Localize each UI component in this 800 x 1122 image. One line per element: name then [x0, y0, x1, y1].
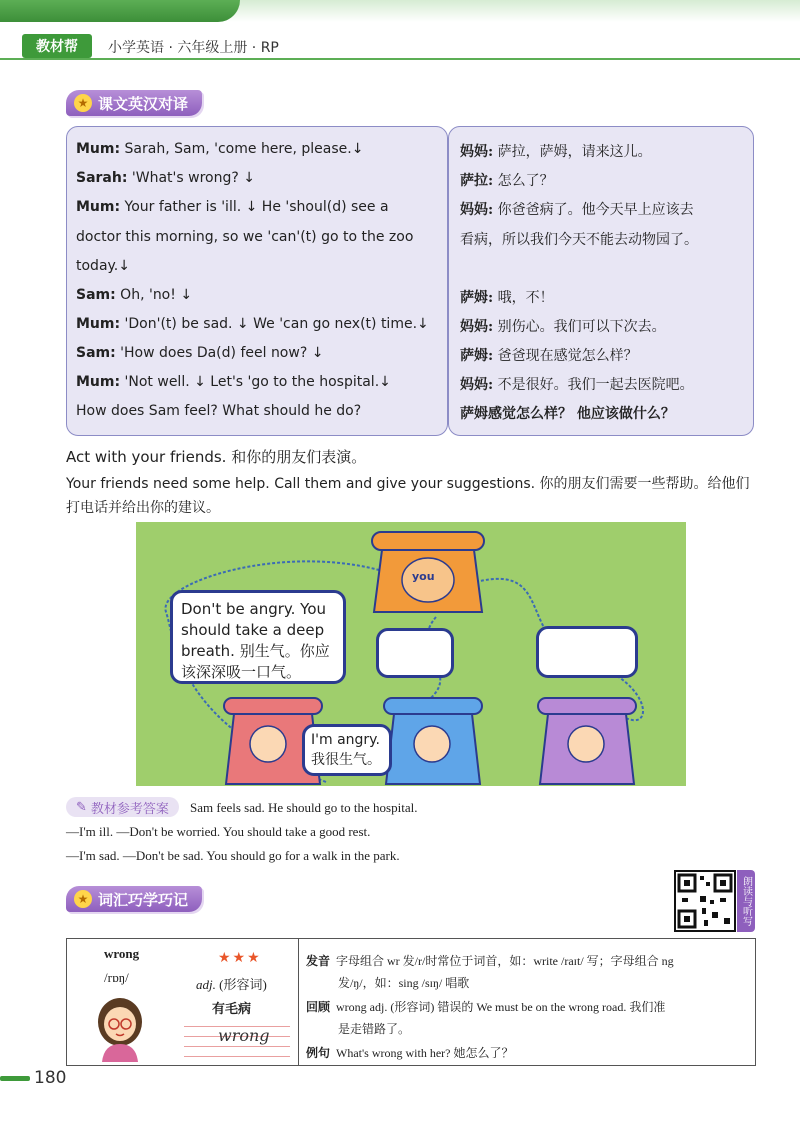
dialogue-line: Sam: 'How does Da(d) feel now? ↓ — [76, 345, 324, 361]
dialogue-line: doctor this morning, so we 'can'(t) go to the zoo — [76, 229, 414, 245]
dialogue-zh-line: 萨姆: 爸爸现在感觉怎么样？ — [460, 348, 638, 364]
angry-bubble-en: I'm angry. — [311, 732, 380, 748]
vocab-row: 发音 字母组合 wr 发/r/时常位于词首，如：write /raɪt/ 写；字母组合 ng — [306, 954, 674, 968]
section-title-text: 课文英汉对译 — [98, 94, 189, 113]
dialogue-zh-line: 妈妈: 你爸爸病了。他今天早上应该去 — [460, 202, 694, 218]
vocab-row: 例句 What's wrong with her? 她怎么了？ — [306, 1046, 514, 1060]
angry-bubble — [302, 724, 392, 776]
dialogue-line: Mum: 'Not well. ↓ Let's 'go to the hospital.↓ — [76, 374, 391, 390]
phone-icon — [384, 698, 482, 784]
section-title-vocab — [66, 886, 202, 912]
page-number-marker — [0, 1076, 30, 1081]
dialogue-zh-line: 萨姆: 哦，不！ — [460, 290, 554, 306]
vocab-divider — [298, 938, 299, 1066]
vocab-row: 发/ŋ/，如：sing /sɪŋ/ 唱歌 — [338, 976, 470, 990]
dialogue-zh-line: 看病，所以我们今天不能去动物园了。 — [460, 232, 698, 248]
dialogue-line: Mum: Your father is 'ill. ↓ He 'shoul(d) see a — [76, 199, 389, 215]
qr-code-icon — [676, 872, 734, 930]
phone-icon — [538, 698, 636, 784]
suggestion-instruction: Your friends need some help. Call them and give your suggestions. 你的朋友们需要一些帮助。给他们打电话并给出你的建议。 — [66, 476, 750, 516]
vocab-row: 回顾 wrong adj. (形容词) 错误的 We must be on the wrong road. 我们准 — [306, 1000, 666, 1014]
vocab-pos: adj. (形容词) — [196, 977, 267, 992]
answer-line: Sam feels sad. He should go to the hospital. — [190, 800, 418, 815]
header-tab — [0, 0, 240, 22]
you-label: you — [412, 570, 435, 583]
qr-code[interactable] — [674, 870, 736, 932]
activity-instruction: Act with your friends. 和你的朋友们表演。 — [66, 448, 367, 466]
empty-bubble — [376, 628, 454, 678]
section-title-text: 词汇巧学巧记 — [98, 890, 189, 909]
dialogue-zh-line: 妈妈: 萨拉，萨姆，请来这儿。 — [460, 144, 652, 160]
vocab-ipa: /rɒŋ/ — [104, 970, 129, 985]
dialogue-zh-line: 妈妈: 不是很好。我们一起去医院吧。 — [460, 377, 694, 393]
dialogue-line: Mum: 'Don'(t) be sad. ↓ We 'can go nex(t) time.↓ — [76, 316, 429, 332]
qr-side-label: 朗读与听写 — [737, 870, 755, 932]
dialogue-line: today.↓ — [76, 258, 130, 274]
phone-call-illustration — [136, 522, 686, 786]
page-number: 180 — [34, 1068, 67, 1088]
section-title-translation — [66, 90, 202, 116]
handwriting-word: wrong — [218, 1026, 270, 1045]
empty-bubble — [536, 626, 638, 678]
star-icon: ★ — [74, 94, 92, 112]
vocab-word: wrong — [104, 946, 140, 961]
answer-line: —I'm sad. —Don't be sad. You should go for a walk in the park. — [66, 848, 400, 863]
dialogue-line: Sarah: 'What's wrong? ↓ — [76, 170, 255, 186]
difficulty-stars: ★★★ — [218, 950, 262, 966]
vocab-row: 是走错路了。 — [338, 1022, 411, 1036]
angry-bubble-zh: 我很生气。 — [311, 752, 381, 768]
dialogue-line: Sam: Oh, 'no! ↓ — [76, 287, 193, 303]
answer-line: —I'm ill. —Don't be worried. You should take a good rest. — [66, 824, 371, 839]
answer-tag: ✎ 教材参考答案 — [66, 797, 179, 817]
page-header-title: 小学英语 · 六年级上册 · RP — [108, 40, 279, 56]
brand-badge: 教材帮 — [22, 34, 92, 58]
vocab-meaning: 有毛病 — [212, 1002, 252, 1017]
dialogue-line: Mum: Sarah, Sam, 'come here, please.↓ — [76, 141, 364, 157]
girl-avatar-icon — [92, 992, 148, 1062]
advice-bubble: Don't be angry. You should take a deep breath. 别生气。你应该深深吸一口气。 — [170, 590, 346, 684]
dialogue-zh-line: 萨拉: 怎么了？ — [460, 173, 554, 189]
star-icon: ★ — [74, 890, 92, 908]
pen-icon: ✎ — [76, 799, 87, 815]
dialogue-zh-question: 萨姆感觉怎么样？ 他应该做什么？ — [460, 406, 675, 422]
dialogue-question: How does Sam feel? What should he do? — [76, 403, 362, 419]
dialogue-zh-line: 妈妈: 别伤心。我们可以下次去。 — [460, 319, 666, 335]
